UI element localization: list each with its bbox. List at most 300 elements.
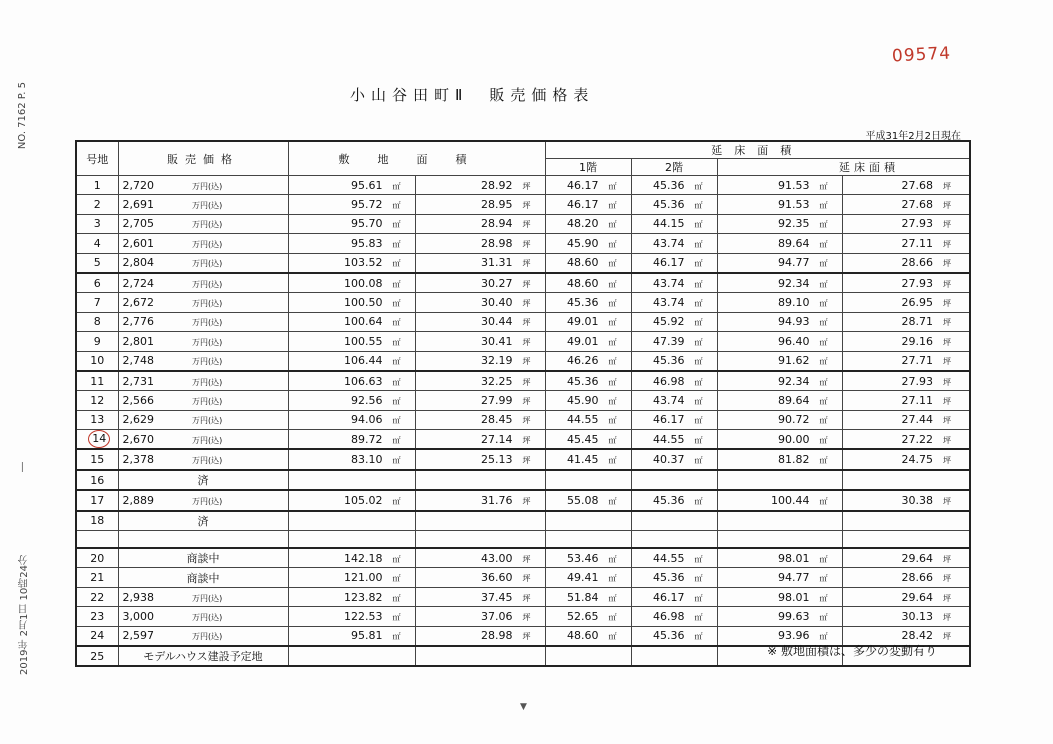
table-row: [76, 312, 970, 331]
land-tsubo: [415, 449, 545, 469]
floor1-sqm: [545, 351, 631, 371]
floor1-sqm-value: 45.90: [567, 393, 599, 407]
unit-label: ㎡: [392, 299, 401, 309]
floor1-sqm: [545, 391, 631, 410]
total-sqm-value: 91.53: [778, 178, 810, 192]
land-sqm-value: 106.63: [344, 374, 383, 388]
unit-label: ㎡: [608, 181, 617, 191]
land-sqm-value: 95.83: [351, 236, 383, 250]
total-sqm: [717, 195, 842, 214]
total-tsubo-value: 27.11: [901, 393, 933, 407]
unit-label: ㎡: [694, 416, 703, 426]
unit-label: 坪: [943, 612, 951, 622]
total-tsubo: [842, 430, 970, 450]
land-sqm: [288, 273, 415, 293]
unit-label: ㎡: [608, 357, 617, 367]
total-sqm-value: 89.64: [778, 393, 810, 407]
land-sqm-value: 95.72: [351, 198, 383, 212]
floor1-sqm-value: 49.01: [567, 315, 599, 329]
unit-label: ㎡: [392, 318, 401, 328]
unit-label: ㎡: [392, 496, 401, 506]
lot-number-value: 24: [90, 629, 105, 643]
header-floor-area: 延床面積: [545, 141, 970, 159]
floor1-sqm-value: 48.60: [567, 256, 599, 270]
land-tsubo: [415, 587, 545, 606]
total-sqm-value: 92.34: [778, 276, 810, 290]
total-sqm: [717, 253, 842, 273]
price-cell-value: 2,378: [122, 453, 154, 467]
land-sqm-value: 122.53: [344, 609, 383, 623]
unit-label: 坪: [522, 416, 531, 426]
floor2-sqm-value: 47.39: [653, 334, 685, 348]
unit-label: 万円(込): [192, 279, 223, 289]
unit-label: 万円(込): [192, 181, 223, 191]
unit-label: 万円(込): [192, 201, 223, 211]
unit-label: ㎡: [819, 632, 828, 642]
land-sqm-value: 105.02: [344, 493, 383, 507]
unit-label: ㎡: [819, 337, 828, 347]
unit-label: 万円(込): [192, 456, 223, 466]
land-sqm-value: 89.72: [351, 432, 383, 446]
floor2-sqm: [631, 351, 717, 371]
unit-label: ㎡: [694, 259, 703, 269]
unit-label: 坪: [522, 337, 531, 347]
land-sqm-value: 123.82: [344, 590, 383, 604]
floor2-sqm-value: 43.74: [653, 393, 685, 407]
total-tsubo: [842, 253, 970, 273]
unit-label: 坪: [943, 259, 951, 269]
floor1-sqm-value: 41.45: [567, 453, 599, 467]
land-sqm-value: 142.18: [344, 551, 383, 565]
table-row: [76, 470, 970, 490]
total-tsubo-value: 30.13: [901, 609, 933, 623]
unit-label: 坪: [943, 357, 951, 367]
lot-number-value: 2: [93, 198, 101, 212]
unit-label: ㎡: [608, 416, 617, 426]
land-sqm-value: 95.61: [351, 178, 383, 192]
unit-label: 坪: [943, 220, 951, 230]
land-tsubo-value: 30.44: [481, 315, 513, 329]
floor2-sqm-value: 43.74: [653, 296, 685, 310]
price-cell: [118, 253, 288, 273]
floor2-sqm-value: 43.74: [653, 236, 685, 250]
land-tsubo-value: 30.41: [481, 334, 513, 348]
price-cell-value: 2,801: [122, 334, 154, 348]
floor1-sqm-value: 46.26: [567, 354, 599, 368]
table-row: [76, 490, 970, 510]
total-tsubo-value: 24.75: [901, 453, 933, 467]
price-cell: [118, 195, 288, 214]
total-sqm: [717, 430, 842, 450]
unit-label: ㎡: [608, 279, 617, 289]
unit-label: 坪: [522, 299, 531, 309]
unit-label: ㎡: [819, 201, 828, 211]
land-tsubo-value: 31.76: [481, 493, 513, 507]
lot-number: [76, 332, 118, 351]
total-tsubo-value: 29.16: [901, 334, 933, 348]
lot-number: [76, 548, 118, 568]
price-cell: [118, 176, 288, 195]
status-note: 済: [118, 511, 288, 531]
unit-label: ㎡: [608, 318, 617, 328]
total-tsubo-value: 30.38: [901, 493, 933, 507]
table-row: [76, 410, 970, 429]
floor1-sqm-value: 46.17: [567, 178, 599, 192]
land-sqm: [288, 430, 415, 450]
unit-label: ㎡: [694, 612, 703, 622]
table-row: [76, 195, 970, 214]
empty-cell: [76, 531, 118, 549]
total-tsubo: [842, 234, 970, 253]
empty-cell: [717, 470, 842, 490]
unit-label: ㎡: [608, 574, 617, 584]
lot-number: [76, 293, 118, 312]
unit-label: 坪: [522, 435, 531, 445]
floor1-sqm: [545, 449, 631, 469]
total-tsubo: [842, 293, 970, 312]
floor1-sqm: [545, 568, 631, 587]
land-sqm-value: 103.52: [344, 256, 383, 270]
land-tsubo-value: 37.06: [481, 609, 513, 623]
unit-label: ㎡: [694, 435, 703, 445]
unit-label: ㎡: [819, 496, 828, 506]
total-sqm-value: 89.64: [778, 236, 810, 250]
land-tsubo: [415, 568, 545, 587]
unit-label: ㎡: [819, 279, 828, 289]
unit-label: ㎡: [392, 456, 401, 466]
price-cell-value: 2,720: [122, 178, 154, 192]
total-sqm-value: 94.93: [778, 315, 810, 329]
land-sqm: [288, 587, 415, 606]
total-tsubo-value: 27.11: [901, 236, 933, 250]
unit-label: 万円(込): [192, 593, 223, 603]
unit-label: ㎡: [819, 593, 828, 603]
unit-label: 坪: [943, 279, 951, 289]
unit-label: 坪: [943, 496, 951, 506]
unit-label: 坪: [943, 201, 951, 211]
price-cell-value: 2,889: [122, 493, 154, 507]
land-sqm: [288, 568, 415, 587]
lot-number-value: 23: [90, 609, 105, 623]
empty-cell: [415, 646, 545, 666]
lot-number-value: 13: [90, 413, 105, 427]
land-tsubo-value: 27.14: [481, 432, 513, 446]
empty-cell: [118, 531, 288, 549]
unit-label: 万円(込): [192, 377, 223, 387]
floor1-sqm-value: 45.45: [567, 432, 599, 446]
floor2-sqm-value: 46.98: [653, 609, 685, 623]
floor2-sqm: [631, 449, 717, 469]
total-sqm: [717, 490, 842, 510]
unit-label: 万円(込): [192, 299, 223, 309]
total-tsubo: [842, 391, 970, 410]
land-tsubo: [415, 626, 545, 646]
unit-label: ㎡: [608, 435, 617, 445]
unit-label: 万円(込): [192, 416, 223, 426]
price-cell: [118, 312, 288, 331]
total-sqm-value: 94.77: [778, 256, 810, 270]
lot-number: [76, 253, 118, 273]
unit-label: 坪: [943, 181, 951, 191]
floor1-sqm-value: 45.36: [567, 296, 599, 310]
unit-label: 坪: [943, 239, 951, 249]
unit-label: ㎡: [819, 574, 828, 584]
land-tsubo-value: 25.13: [481, 453, 513, 467]
total-sqm-value: 100.44: [771, 493, 810, 507]
table-row: [76, 430, 970, 450]
table-row: [76, 371, 970, 391]
fax-header-datetime: 2019年 2月1日 10時24分: [19, 555, 30, 675]
floor2-sqm: [631, 312, 717, 331]
price-cell-value: 2,705: [122, 217, 154, 231]
land-sqm: [288, 410, 415, 429]
land-tsubo-value: 32.19: [481, 354, 513, 368]
unit-label: ㎡: [392, 574, 401, 584]
unit-label: ㎡: [819, 435, 828, 445]
table-row: [76, 391, 970, 410]
floor1-sqm: [545, 273, 631, 293]
unit-label: ㎡: [608, 496, 617, 506]
floor2-sqm-value: 45.36: [653, 354, 685, 368]
lot-number: [76, 568, 118, 587]
floor1-sqm: [545, 430, 631, 450]
total-sqm-value: 98.01: [778, 590, 810, 604]
table-row: [76, 234, 970, 253]
total-tsubo-value: 29.64: [901, 590, 933, 604]
unit-label: ㎡: [608, 259, 617, 269]
unit-label: 坪: [943, 377, 951, 387]
empty-cell: [415, 511, 545, 531]
floor2-sqm-value: 46.17: [653, 413, 685, 427]
unit-label: 坪: [522, 612, 531, 622]
price-cell: [118, 371, 288, 391]
land-tsubo-value: 28.45: [481, 413, 513, 427]
floor2-sqm-value: 44.15: [653, 217, 685, 231]
total-tsubo-value: 26.95: [901, 296, 933, 310]
total-tsubo: [842, 548, 970, 568]
land-sqm-value: 95.70: [351, 217, 383, 231]
floor1-sqm-value: 46.17: [567, 198, 599, 212]
table-row: [76, 273, 970, 293]
unit-label: ㎡: [819, 181, 828, 191]
total-tsubo-value: 27.68: [901, 178, 933, 192]
land-sqm: [288, 214, 415, 233]
unit-label: 万円(込): [192, 632, 223, 642]
price-cell-value: 3,000: [122, 609, 154, 623]
empty-cell: [842, 470, 970, 490]
lot-number: [76, 490, 118, 510]
land-sqm: [288, 332, 415, 351]
floor1-sqm: [545, 176, 631, 195]
price-cell: [118, 607, 288, 626]
land-tsubo: [415, 273, 545, 293]
price-cell: [118, 587, 288, 606]
total-tsubo-value: 27.93: [901, 374, 933, 388]
floor2-sqm: [631, 176, 717, 195]
floor2-sqm: [631, 430, 717, 450]
land-tsubo-value: 37.45: [481, 590, 513, 604]
total-sqm: [717, 568, 842, 587]
unit-label: 坪: [943, 456, 951, 466]
total-tsubo: [842, 195, 970, 214]
price-cell-value: 2,601: [122, 236, 154, 250]
footnote: ※ 敷地面積は、多少の変動有り: [767, 644, 937, 658]
header-floor1: 1階: [545, 159, 631, 176]
land-sqm-value: 83.10: [351, 453, 383, 467]
empty-cell: [415, 470, 545, 490]
lot-number: [76, 607, 118, 626]
unit-label: ㎡: [694, 554, 703, 564]
lot-number: [76, 470, 118, 490]
price-cell: [118, 234, 288, 253]
unit-label: 万円(込): [192, 357, 223, 367]
land-tsubo: [415, 548, 545, 568]
total-sqm: [717, 176, 842, 195]
lot-number: [76, 195, 118, 214]
floor2-sqm-value: 46.17: [653, 590, 685, 604]
land-tsubo: [415, 351, 545, 371]
price-cell-value: 2,629: [122, 413, 154, 427]
land-tsubo-value: 28.98: [481, 629, 513, 643]
unit-label: ㎡: [608, 456, 617, 466]
price-cell: [118, 391, 288, 410]
blank-row: [76, 531, 970, 549]
total-sqm-value: 99.63: [778, 609, 810, 623]
total-tsubo: [842, 176, 970, 195]
unit-label: 坪: [522, 181, 531, 191]
unit-label: ㎡: [608, 612, 617, 622]
header-price: 販売価格: [118, 141, 288, 176]
floor1-sqm: [545, 626, 631, 646]
price-cell-value: 2,670: [122, 432, 154, 446]
lot-number: [76, 214, 118, 233]
unit-label: 万円(込): [192, 612, 223, 622]
status-note: 商談中: [118, 548, 288, 568]
land-sqm: [288, 176, 415, 195]
unit-label: ㎡: [819, 554, 828, 564]
price-cell-value: 2,731: [122, 374, 154, 388]
status-note: 商談中: [118, 568, 288, 587]
table-row: [76, 176, 970, 195]
lot-number-value: 1: [93, 178, 101, 192]
unit-label: ㎡: [392, 612, 401, 622]
land-sqm-value: 95.81: [351, 629, 383, 643]
unit-label: 坪: [522, 593, 531, 603]
land-sqm: [288, 607, 415, 626]
unit-label: ㎡: [392, 337, 401, 347]
unit-label: 坪: [522, 239, 531, 249]
unit-label: 坪: [943, 396, 951, 406]
lot-number: [76, 312, 118, 331]
land-tsubo-value: 28.92: [481, 178, 513, 192]
price-cell: [118, 626, 288, 646]
unit-label: ㎡: [694, 318, 703, 328]
lot-number-value: 21: [90, 571, 105, 585]
unit-label: 坪: [943, 632, 951, 642]
empty-cell: [545, 511, 631, 531]
lot-number: [76, 626, 118, 646]
empty-cell: [631, 531, 717, 549]
floor2-sqm: [631, 253, 717, 273]
total-tsubo: [842, 568, 970, 587]
total-sqm-value: 91.62: [778, 354, 810, 368]
land-tsubo: [415, 293, 545, 312]
floor2-sqm: [631, 293, 717, 312]
handwritten-number: 09574: [891, 43, 952, 67]
floor2-sqm: [631, 490, 717, 510]
lot-number-value: 10: [90, 354, 105, 368]
floor1-sqm: [545, 214, 631, 233]
unit-label: ㎡: [819, 318, 828, 328]
floor1-sqm: [545, 607, 631, 626]
table-row: [76, 293, 970, 312]
unit-label: 坪: [943, 337, 951, 347]
lot-number-value: 8: [93, 315, 101, 329]
total-tsubo: [842, 410, 970, 429]
price-cell-value: 2,748: [122, 354, 154, 368]
floor1-sqm-value: 49.01: [567, 334, 599, 348]
table-row: [76, 511, 970, 531]
unit-label: 万円(込): [192, 259, 223, 269]
unit-label: 万円(込): [192, 396, 223, 406]
lot-number-value: 15: [90, 453, 105, 467]
total-sqm: [717, 332, 842, 351]
land-tsubo-value: 36.60: [481, 571, 513, 585]
price-cell: [118, 351, 288, 371]
unit-label: ㎡: [694, 181, 703, 191]
lot-number-value: 22: [90, 590, 105, 604]
price-cell-value: 2,691: [122, 198, 154, 212]
table-row: [76, 351, 970, 371]
lot-number: [76, 176, 118, 195]
unit-label: ㎡: [392, 435, 401, 445]
unit-label: 坪: [522, 456, 531, 466]
floor1-sqm-value: 48.60: [567, 276, 599, 290]
empty-cell: [545, 646, 631, 666]
total-tsubo-value: 27.93: [901, 276, 933, 290]
total-sqm: [717, 587, 842, 606]
total-tsubo-value: 27.22: [901, 432, 933, 446]
land-tsubo: [415, 332, 545, 351]
total-sqm: [717, 371, 842, 391]
total-sqm-value: 92.35: [778, 217, 810, 231]
unit-label: ㎡: [694, 239, 703, 249]
lot-number-value: 18: [90, 514, 105, 528]
unit-label: 坪: [522, 357, 531, 367]
empty-cell: [288, 470, 415, 490]
price-cell: [118, 410, 288, 429]
floor2-sqm: [631, 568, 717, 587]
lot-number-value: 12: [90, 393, 105, 407]
price-cell-value: 2,597: [122, 629, 154, 643]
total-tsubo-value: 27.68: [901, 198, 933, 212]
price-cell: [118, 490, 288, 510]
unit-label: ㎡: [392, 416, 401, 426]
price-cell-value: 2,724: [122, 276, 154, 290]
unit-label: 坪: [522, 259, 531, 269]
land-sqm: [288, 312, 415, 331]
empty-cell: [842, 531, 970, 549]
unit-label: 万円(込): [192, 239, 223, 249]
total-tsubo: [842, 371, 970, 391]
table-row: [76, 214, 970, 233]
unit-label: ㎡: [392, 396, 401, 406]
lot-number-value: 7: [93, 296, 101, 310]
empty-cell: [545, 470, 631, 490]
unit-label: ㎡: [819, 416, 828, 426]
land-tsubo-value: 28.98: [481, 236, 513, 250]
floor2-sqm-value: 45.36: [653, 629, 685, 643]
